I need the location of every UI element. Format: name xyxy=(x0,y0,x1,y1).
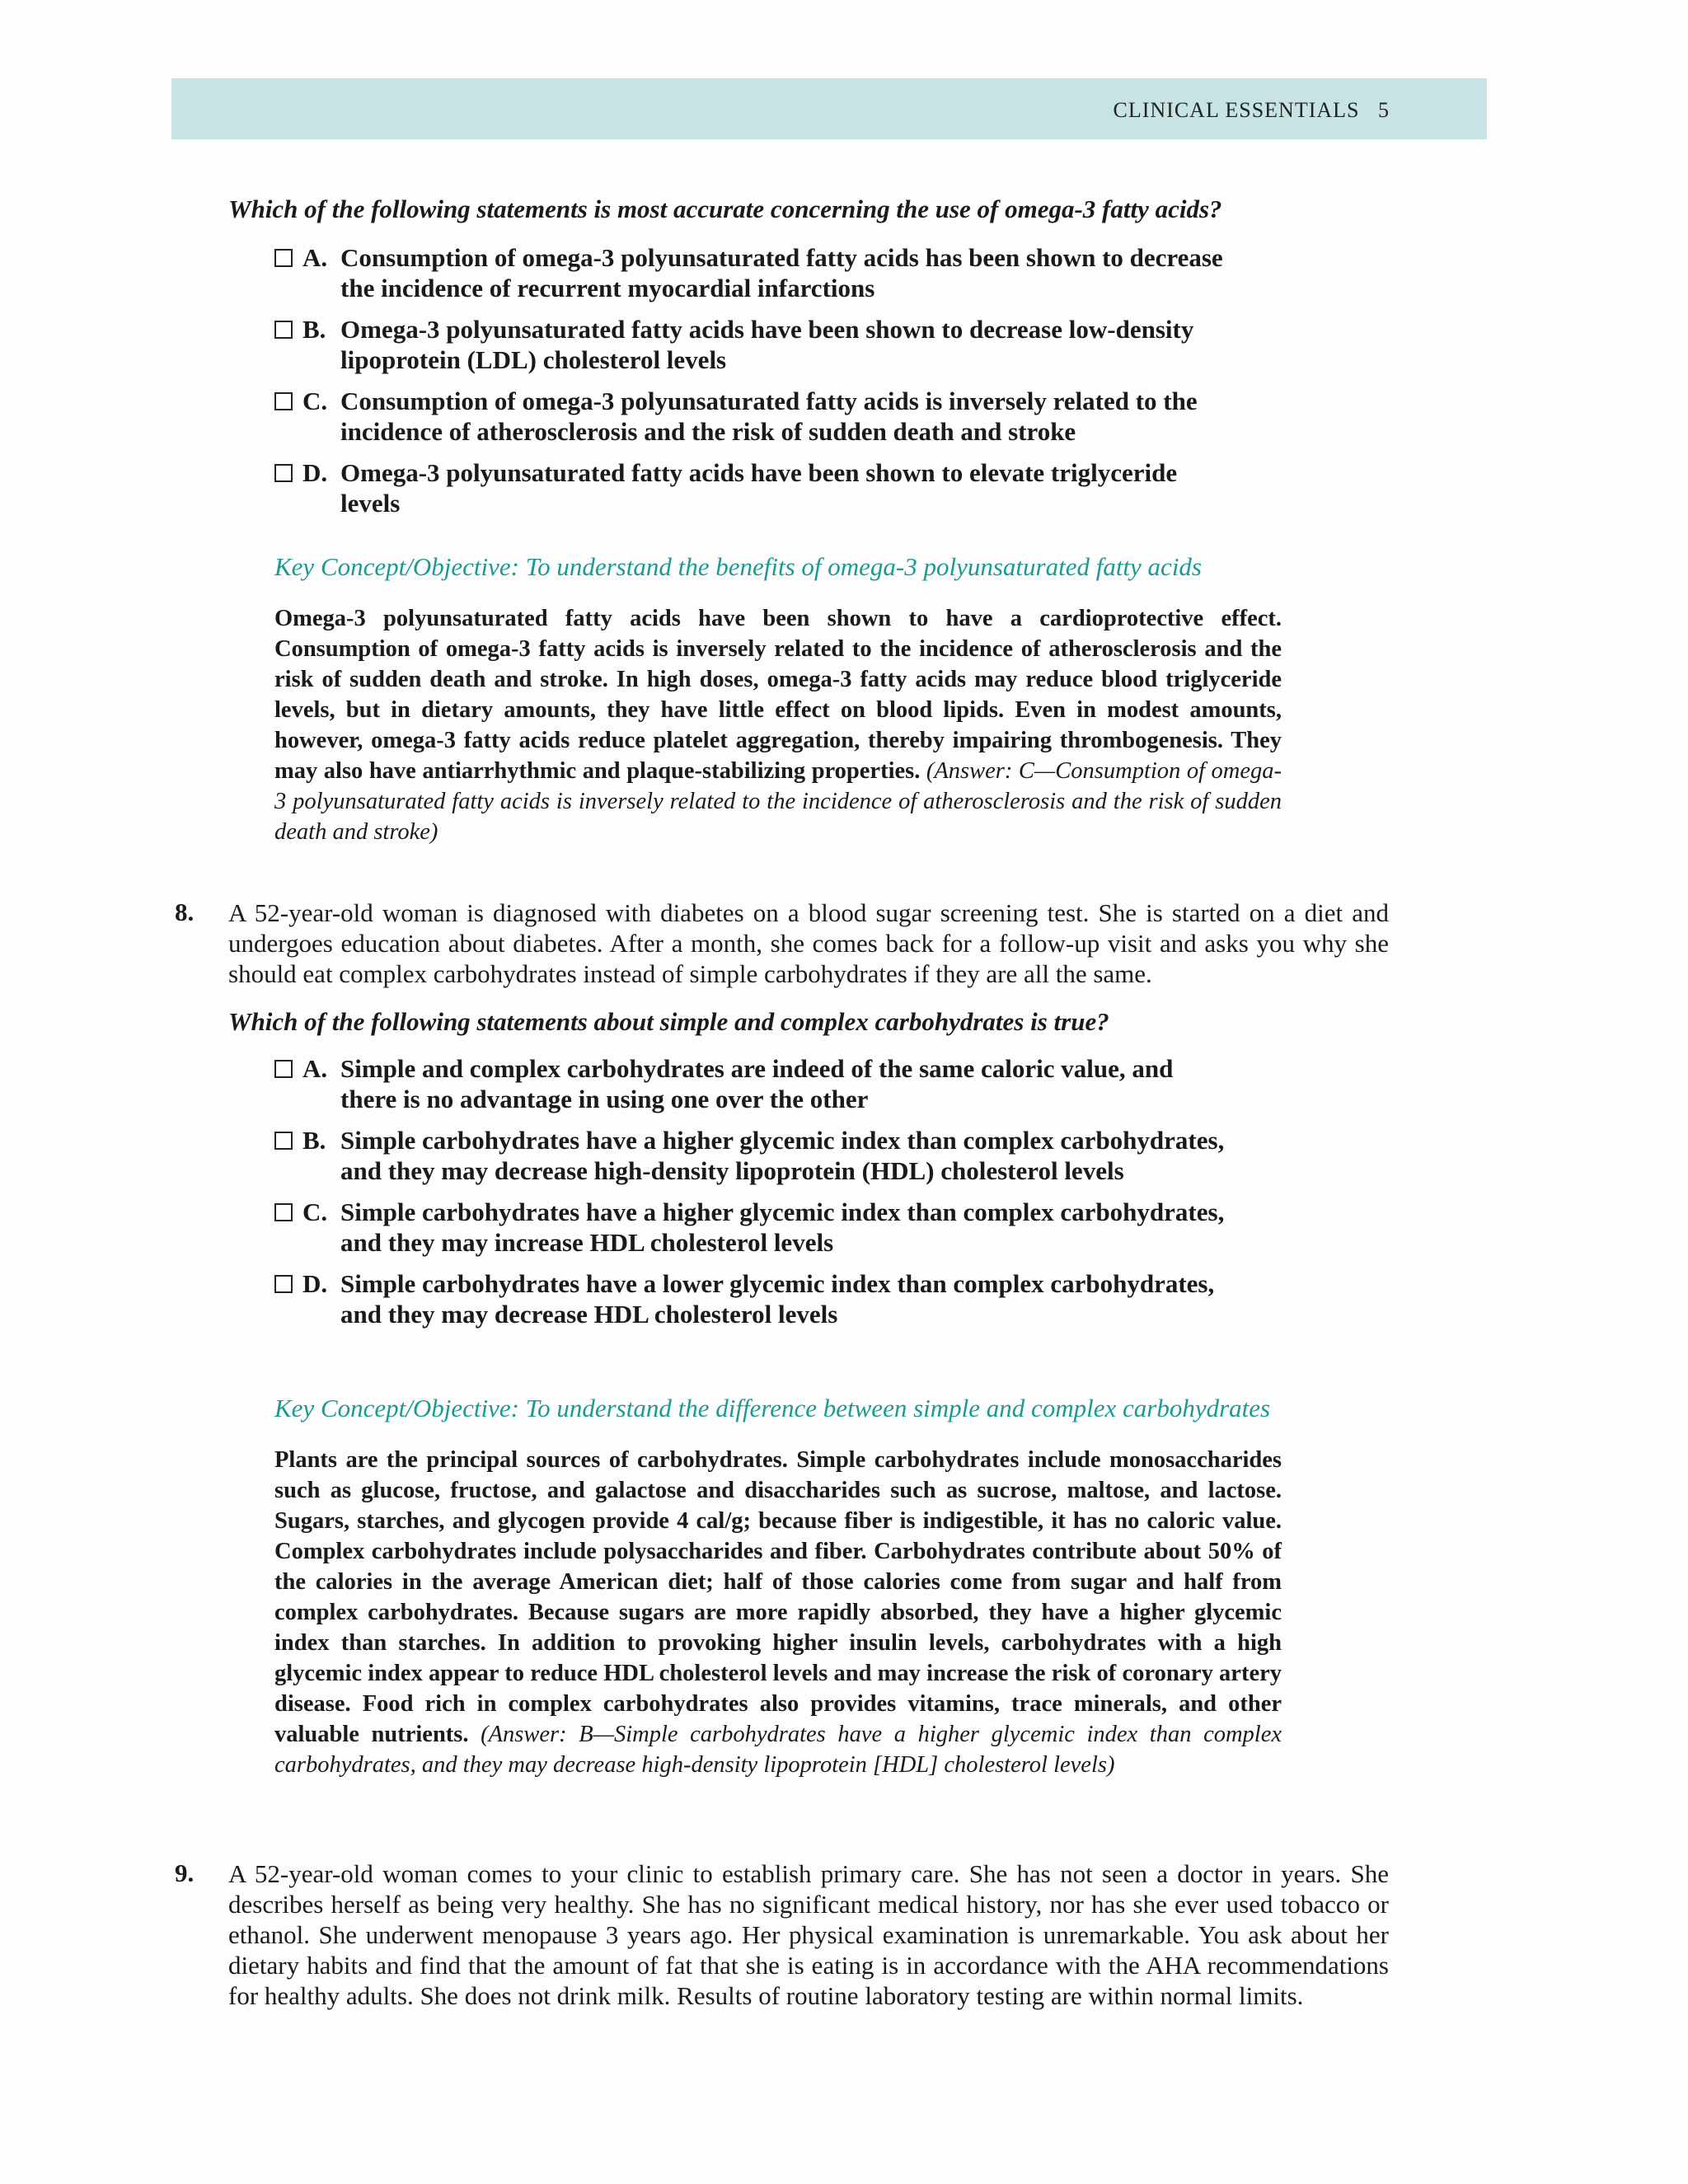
q8-option-d[interactable] xyxy=(274,1268,1231,1329)
checkbox-icon[interactable] xyxy=(274,1203,293,1221)
option-letter: B. xyxy=(302,315,326,344)
option-text: Omega-3 polyunsaturated fatty acids have been shown to elevate triglyceride levels xyxy=(340,458,1178,518)
option-text: Simple carbohydrates have a higher glycemic index than complex carbohydrates, and they may increase HDL cholesterol levels xyxy=(340,1197,1225,1257)
q7-option-d[interactable] xyxy=(274,457,1231,518)
option-text: Simple carbohydrates have a higher glycemic index than complex carbohydrates, and they may decrease high-density lipoprotein (HDL) cholesterol levels xyxy=(340,1126,1225,1185)
checkbox-icon[interactable] xyxy=(274,249,293,267)
q9-case: A 52-year-old woman comes to your clinic to establish primary care. She has not seen a doctor in years. She describes herself as being very healthy. She has no significant medical history, nor has she ever used tobacco or ethanol. She underwent menopause 3 years ago. Her physical examination is unremarkable. You ask about her dietary habits and find that the amount of fat that she is eating is in accordance with the AHA recommendations for healthy adults. She does not drink milk. Results of routine laboratory testing are within normal limits. xyxy=(228,1859,1389,2010)
option-text: Consumption of omega-3 polyunsaturated fatty acids has been shown to decrease the incidence of recurrent myocardial infarctions xyxy=(340,243,1223,302)
checkbox-icon[interactable] xyxy=(274,1275,293,1293)
q8-option-a[interactable] xyxy=(274,1053,1231,1114)
q8-option-c[interactable] xyxy=(274,1197,1231,1258)
q7-key-concept: Key Concept/Objective: To understand the benefits of omega-3 polyunsaturated fatty acids xyxy=(274,552,1202,581)
q7-question: Which of the following statements is most accurate concerning the use of omega-3 fatty acids? xyxy=(228,194,1222,223)
checkbox-icon[interactable] xyxy=(274,321,293,339)
q8-options xyxy=(274,1053,1231,1340)
option-text: Simple and complex carbohydrates are indeed of the same caloric value, and there is no advantage in using one over the other xyxy=(340,1054,1174,1113)
option-text: Consumption of omega-3 polyunsaturated fatty acids is inversely related to the incidence of atherosclerosis and the risk of sudden death and stroke xyxy=(340,387,1198,446)
q7-options xyxy=(274,242,1231,529)
running-header-bar xyxy=(171,78,1487,139)
answer-text: (Answer: B—Simple carbohydrates have a higher glycemic index than complex carbohydrates, and they may decrease high-density lipoprotein [HDL] cholesterol levels) xyxy=(274,1722,1282,1778)
option-letter: C. xyxy=(302,387,328,415)
q7-explanation xyxy=(274,603,1282,847)
option-letter: A. xyxy=(302,243,328,272)
explanation-text: Plants are the principal sources of carbohydrates. Simple carbohydrates include monosaccharides such as glucose, fructose, and galactose and disaccharides such as sucrose, maltose, and lactose. Sugars, starches, and glycogen provide 4 cal/g; because fiber is indigestible, it has no caloric value. Complex carbohydrates include polysaccharides and fiber. Carbohydrates contribute about 50% of the calories in the average American diet; half of those calories come from sugar and half from complex carbohydrates. Because sugars are more rapidly absorbed, they have a higher glycemic index than starches. In addition to provoking higher insulin levels, carbohydrates with a high glycemic index appear to reduce HDL cholesterol levels and may increase the risk of coronary artery disease. Food rich in complex carbohydrates also provides vitamins, trace minerals, and other valuable nutrients. xyxy=(274,1447,1282,1747)
q8-question: Which of the following statements about simple and complex carbohydrates is true? xyxy=(228,1007,1109,1036)
option-letter: A. xyxy=(302,1054,328,1083)
q9-number: 9. xyxy=(175,1858,195,1887)
option-text: Simple carbohydrates have a lower glycemic index than complex carbohydrates, and they may decrease HDL cholesterol levels xyxy=(340,1269,1215,1329)
q8-explanation xyxy=(274,1445,1282,1780)
option-letter: D. xyxy=(302,458,328,487)
q7-option-a[interactable] xyxy=(274,242,1231,303)
checkbox-icon[interactable] xyxy=(274,464,293,482)
checkbox-icon[interactable] xyxy=(274,1132,293,1150)
q8-option-b[interactable] xyxy=(274,1125,1231,1186)
q7-option-c[interactable] xyxy=(274,386,1231,447)
q8-key-concept: Key Concept/Objective: To understand the difference between simple and complex carbohydrates xyxy=(274,1394,1271,1422)
option-text: Omega-3 polyunsaturated fatty acids have been shown to decrease low-density lipoprotein (LDL) cholesterol levels xyxy=(340,315,1194,374)
option-letter: C. xyxy=(302,1197,328,1226)
checkbox-icon[interactable] xyxy=(274,392,293,410)
checkbox-icon[interactable] xyxy=(274,1060,293,1078)
q8-case: A 52-year-old woman is diagnosed with diabetes on a blood sugar screening test. She is started on a diet and undergoes education about diabetes. After a month, she comes back for a follow-up visit and asks you why she should eat complex carbohydrates instead of simple carbohydrates if they are all the same. xyxy=(228,898,1389,988)
q8-number: 8. xyxy=(175,898,195,926)
running-header: CLINICAL ESSENTIALS 5 xyxy=(1113,98,1390,122)
option-letter: D. xyxy=(302,1269,328,1298)
q7-option-b[interactable] xyxy=(274,314,1231,375)
answer-text: (Answer: C—Consumption of omega-3 polyunsaturated fatty acids is inversely related to the incidence of atherosclerosis and the risk of sudden death and stroke) xyxy=(274,758,1282,845)
explanation-text: Omega-3 polyunsaturated fatty acids have been shown to have a cardioprotective effect. Consumption of omega-3 fatty acids is inversely related to the incidence of atherosclerosis and the risk of sudden death and stroke. In high doses, omega-3 fatty acids may reduce blood triglyceride levels, but in dietary amounts, they have little effect on blood lipids. Even in modest amounts, however, omega-3 fatty acids reduce platelet aggregation, thereby impairing thrombogenesis. They may also have antiarrhythmic and plaque-stabilizing properties. xyxy=(274,606,1282,784)
option-letter: B. xyxy=(302,1126,326,1155)
